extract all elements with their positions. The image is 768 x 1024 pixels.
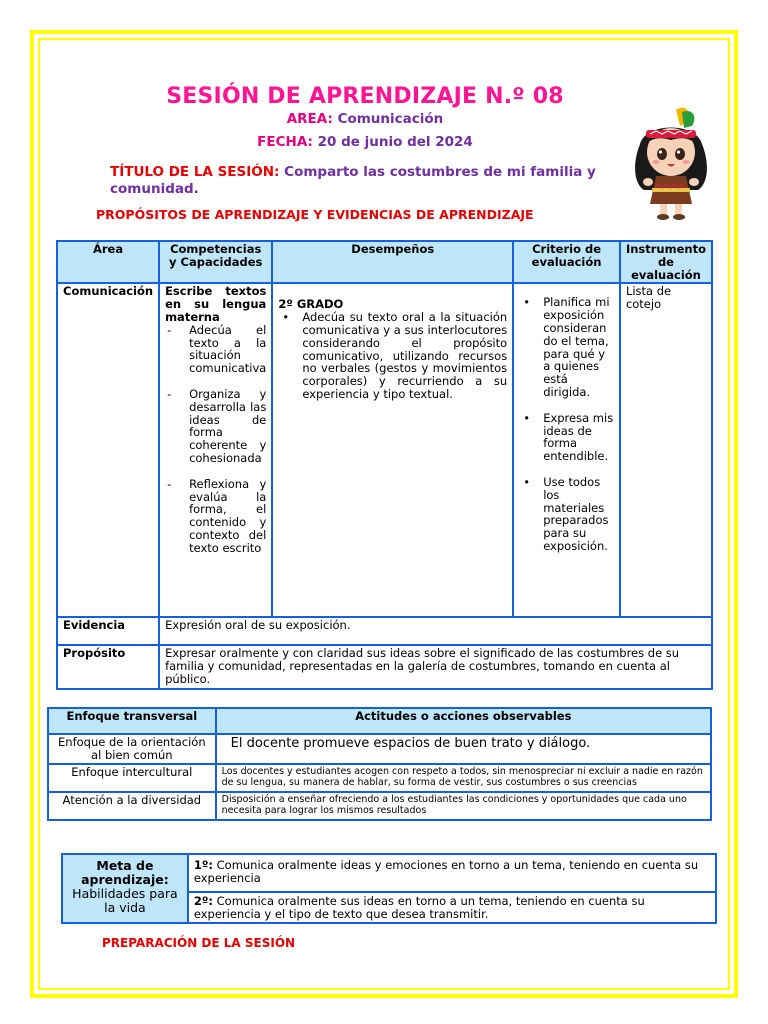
header-area: Área — [57, 241, 159, 283]
meta-item-1 — [188, 854, 716, 892]
proposito-value: Expresar oralmente y con claridad sus ideas sobre el significado de las costumbres de su familia y comunidad, representadas en la galería de costumbres, tomando en cuenta al público. — [159, 645, 712, 689]
desempenos-cell — [272, 283, 513, 617]
competencias-cell — [159, 283, 272, 617]
header-criterio: Criterio de evaluación — [513, 241, 620, 283]
area-value: Comunicación — [337, 111, 444, 127]
evidencia-label: Evidencia — [57, 617, 159, 645]
actitud-cell: Disposición a enseñar ofreciendo a los estudiantes las condiciones y oportunidades que cada uno necesita para lograr los mismos resultados — [216, 792, 711, 820]
meta-item-2 — [188, 892, 716, 923]
meta-label-title: Meta de aprendizaje: — [81, 858, 169, 887]
criterios-cell — [513, 283, 620, 617]
actitudes-header: Actitudes o acciones observables — [216, 708, 711, 734]
list-item: • Planifica mi exposición consideran do el tema, para qué y a quienes está dirigida. — [519, 296, 614, 398]
enfoque-header: Enfoque transversal — [48, 708, 216, 734]
actitud-cell: Los docentes y estudiantes acogen con respeto a todos, sin menospreciar ni excluir a nadie en razón de su lengua, su manera de hablar, su forma de vestir, sus costumbres o sus creencias — [216, 764, 711, 792]
session-title-value: Comparto las costumbres de mi familia y comunidad. — [110, 164, 596, 197]
proposito-label: Propósito — [57, 645, 159, 689]
meta-item-2-text: Comunica oralmente sus ideas en torno a un tema, teniendo en cuenta su experiencia y el tipo de texto que desea transmitir. — [193, 894, 645, 921]
header-instrumento: Instrumento de evaluación — [620, 241, 712, 283]
fecha-label: FECHA: — [257, 134, 313, 150]
meta-table — [61, 853, 717, 924]
session-title — [110, 164, 630, 198]
learning-purposes-table — [56, 240, 713, 690]
area-line — [0, 111, 730, 127]
session-title-label: TÍTULO DE LA SESIÓN: — [110, 164, 280, 180]
area-cell: Comunicación — [57, 283, 159, 617]
list-item: • Use todos los materiales preparados para su exposición. — [519, 476, 614, 553]
page-title: SESIÓN DE APRENDIZAJE N.º 08 — [166, 84, 564, 109]
girl-character-icon — [626, 104, 716, 222]
list-item: • Expresa mis ideas de forma entendible. — [519, 412, 614, 463]
meta-label-sub: Habilidades para la vida — [72, 886, 178, 915]
header-desempenos: Desempeños — [272, 241, 513, 283]
desempenos-list — [278, 311, 507, 401]
fecha-value: 20 de junio del 2024 — [317, 134, 473, 150]
enfoques-table — [47, 707, 712, 821]
propositos-heading: PROPÓSITOS DE APRENDIZAJE Y EVIDENCIAS DE APRENDIZAJE — [96, 207, 534, 222]
evidencia-value: Expresión oral de su exposición. — [159, 617, 712, 645]
competencia-title: Escribe textos en su lengua materna — [165, 284, 267, 324]
fecha-line — [0, 134, 730, 150]
enfoque-cell: Enfoque de la orientación al bien común — [48, 734, 216, 764]
meta-label — [62, 854, 188, 923]
list-item: - Adecúa el texto a la situación comunicativa — [165, 324, 266, 375]
capacidades-list — [165, 324, 266, 555]
meta-item-1-text: Comunica oralmente ideas y emociones en torno a un tema, teniendo en cuenta su experiencia — [193, 858, 699, 885]
meta-item-1-num: 1º: — [193, 858, 213, 872]
meta-item-2-num: 2º: — [193, 894, 213, 908]
criterios-list — [519, 296, 614, 552]
header-competencias: Competencias y Capacidades — [159, 241, 272, 283]
preparacion-heading: PREPARACIÓN DE LA SESIÓN — [102, 936, 296, 950]
list-item: • Adecúa su texto oral a la situación comunicativa y a sus interlocutores considerando el propósito comunicativo, utilizando recursos no verbales (gestos y movimientos corporales) y recurriendo a su experiencia y tipo textual. — [278, 311, 507, 401]
actitud-cell: El docente promueve espacios de buen trato y diálogo. — [216, 734, 711, 764]
enfoque-cell: Enfoque intercultural — [48, 764, 216, 792]
grado-label: 2º GRADO — [278, 297, 344, 312]
enfoque-cell: Atención a la diversidad — [48, 792, 216, 820]
instrumento-cell: Lista de cotejo — [620, 283, 712, 617]
list-item: - Reflexiona y evalúa la forma, el contenido y contexto del texto escrito — [165, 478, 266, 555]
list-item: - Organiza y desarrolla las ideas de forma coherente y cohesionada — [165, 388, 266, 465]
area-label: AREA: — [286, 111, 333, 127]
